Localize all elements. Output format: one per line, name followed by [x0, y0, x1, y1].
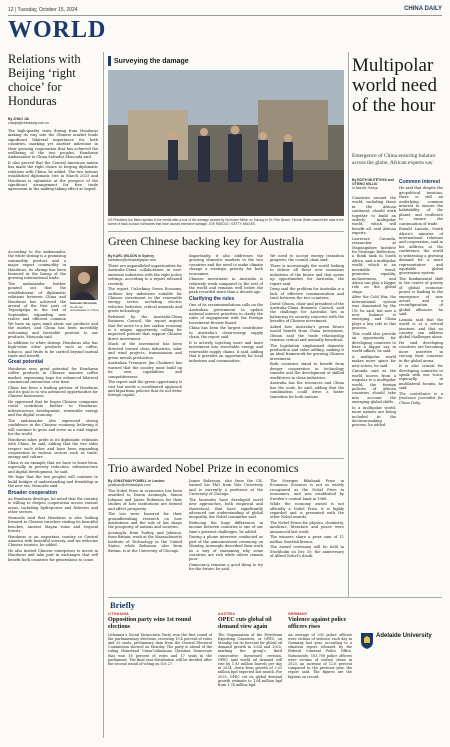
brief-item-germany [288, 612, 352, 737]
right-deck: Emergence of China ensuring balance across the globe, African experts say [352, 153, 436, 166]
green-byline-email: karlwilson@chinadailyapac.com [108, 258, 157, 263]
right-column-2 [399, 178, 443, 594]
green-paragraph: Australia has the resources and China has the scale, he said, adding that the combination could drive a faster transition for both nations. [270, 381, 344, 399]
person-silhouette-icon [70, 266, 98, 300]
green-paragraph: There is increasingly the world looking to deliver all these new emissions industries of the future and that opens up opportunities for Australia, the report said. [270, 264, 344, 286]
left-paragraph: The ambassador further pointed out that the establishment of diplomatic relations between China and Honduras has achieved the arrival of the first part of Tegucigalpa in the end of September, expanding new routes and efficient common [8, 282, 66, 322]
green-byline-name: By KARL WILSON in Sydney [108, 254, 155, 258]
trio-headline: Trio awarded Nobel Prize in economics [108, 461, 299, 475]
green-paragraph: The report said the green opportunity is vast but needs a coordinated approach and bipartisan policies that do not deter foreign capital. [108, 380, 182, 398]
brief-item-lithuania [108, 612, 212, 737]
green-paragraph: There are unparalleled opportunities for Australia-China collaboration in new-emission industries with the right policy settings, according to a report released recently. [108, 264, 182, 286]
brief-country: GERMANY [288, 612, 308, 616]
brief-title: Opposition party wins 1st round elections [108, 617, 191, 630]
briefly-title: Briefly [110, 600, 136, 610]
brief-body: Lithuania’s Social Democratic Party won the first round of the parliamentary elections, receiving 19.4 percent of votes and 20 seats, preliminary data from the Central Electoral Commission showed on Monday. The party is ahead of the ruling Homeland Union-Lithuanian Christian Democrats that won 18 percent of votes and 17 seats in the parliament. The final seat distribution will be decided after the second round of voting on Oct 27. [108, 632, 212, 667]
column-divider [348, 52, 349, 597]
green-paragraph: Deng said the problem for Australia is a lack of effective communication and trust between the two countries. [270, 287, 344, 301]
left-paragraph: The ambassador also expressed strong confidence in the Chinese economy, believing it will continue to grow and serve as a vital engine for the world. [8, 418, 98, 437]
right-paragraph: Caronda said as the world moves from a unipolar to a multipolar world, the foreign policies of African countries should take into account the emerging global shifts. [352, 369, 396, 405]
right-paragraph: The contributor is a freelance journalist for China Daily. [399, 391, 443, 405]
green-paragraph: China has been the largest contributor to Australia’s clean-energy supply chain, the report said. [189, 326, 263, 340]
left-paragraph: He also invited Chinese enterprises to invest in Honduras and take part in exchanges that will benefit both countries for generations to come. [8, 548, 98, 562]
left-byline-email: zhaojia@chinadaily.com.cn [8, 121, 49, 126]
left-paragraph: He expressed that he hopes Chinese companies could contribute further to Honduras’ infrastructure development, renewable energy and the digital economy. [8, 400, 98, 418]
left-subhead-2: Broader cooperation [8, 489, 58, 496]
right-byline-name: By EDITH MUTETHYA and OTIENO MILLIO [352, 178, 394, 187]
survey-caption: US President Joe Biden speaks to the media after a tour of the damage caused by Hurricane Milton on Sunday in St. Pete Beach, Florida. Biden warned the area is the scene of back-to-back hurricanes that have caused extensive damage. JOE RAEDLE / GETTY IMAGES [108, 218, 344, 226]
trio-paragraph: The Sveriges Riksbank Prize in Economic Sciences is not as widely recognized as the Nobel Prize in economics, and was established by Sweden’s central bank in 1968. [270, 479, 344, 501]
green-paragraph: Chinese investment in Australia is relatively weak compared to the rest of the world and remains well below the peak recorded more than a decade ago. [189, 277, 263, 295]
left-column-1 [8, 129, 98, 251]
green-paragraph: The report, Unlocking Green Economy, outlines key industries suitable for Chinese investment in the renewable energy sector, including electric vehicles, batteries, critical minerals and green technology. [108, 287, 182, 314]
top-rule [8, 15, 442, 16]
divider [108, 458, 344, 459]
right-paragraph: Lamola said that the world is at a critical juncture, and that no country can address global challenges alone. [399, 317, 443, 340]
left-paragraph: We have an open mind about our products and the market, and China has been incredibly welcoming and favorable position to our products, Moncada said. [8, 322, 98, 340]
green-paragraph: David Olsson, chair and president of the Australia-China Business Council, said the challenge for Australia lies in balancing its security concerns with the benefits of Chinese investment. [270, 301, 344, 324]
left-paragraph: Honduras is an important country in Central America with beautiful scenery, and we welcome Chinese tourists, he added. [8, 534, 98, 548]
ambassador-name: Salvador Moncada [70, 301, 97, 305]
ambassador-title: Honduran ambassador to China [70, 304, 99, 313]
right-paragraph: He said that despite the geopolitical tensions, there is still an underlying common interest to ensure the habitability of the planet, and resilience to ensure the continuation of trade. [399, 186, 443, 226]
brief-title: Violence against police officers rises [288, 617, 347, 630]
trio-paragraph: The Nobel Prize in economics has been awarded to Daron Acemoglu, Simon Johnson and James Robinson for their studies of how institutions are formed and affect prosperity. [108, 489, 182, 511]
right-byline-loc: in Nairobi, Kenya [352, 186, 378, 191]
right-paragraph: Ronald Lamola, South Africa’s minister of international relations and cooperation, said in his address at the conference, the world is witnessing a growing demand for a more representative and equitable global governance system. [399, 227, 443, 276]
trio-paragraph: The award ceremony will be held in Stockholm on Dec 10, the anniversary of Alfred Nobel’s death. [270, 545, 344, 559]
right-paragraph: He said developing countries are becoming more assertive in voicing their concerns in the global arena. [399, 340, 443, 363]
trio-paragraph: While the economy award is not officially a Nobel Prize, it is highly regarded and is presented with the other Nobel awards. [270, 502, 344, 520]
trio-paragraph: Acemoglu, from Turkey, and Johnson, from Britain, work at the Massachusetts Institute of Technology in the United States, while Robinson, also from Britain, is at the University of Chicago. [108, 531, 182, 553]
briefly-top-rule [108, 597, 442, 598]
column-divider [103, 52, 104, 738]
left-paragraph: According to the ambassador, the white shrimp is a promising commodity product and a major export commodity in Honduras, its shrimp has been featured in the lineup of the growing international trade. [8, 250, 66, 281]
right-paragraph: A multipolar world makes more space for new actors, he said. [352, 354, 396, 368]
right-paragraph: In a multipolar world, more nations are being included in the decision-making process, he added. [352, 405, 396, 428]
left-paragraph: As Honduras develops, he noted that the country is willing to deepen cooperation across various areas, including hydropower and fisheries and other sectors. [8, 496, 98, 515]
survey-accent-bar [108, 56, 111, 66]
right-paragraph: After the Cold War, the international system was dominated by the US, he said, but now a new balance is emerging, and China plays a key role in this process. [352, 295, 396, 331]
green-column-3 [270, 254, 344, 454]
green-paragraph: The legislation emphasised domestic production and value adding, making it an ideal framework for growing Chinese investment. [270, 343, 344, 361]
page-date: 12 | Tuesday, October 15, 2024 [8, 7, 78, 13]
trio-byline-email: jonathan@chinadailyuk.com [108, 483, 151, 488]
brief-title: OPEC cuts global oil demand view again [218, 617, 272, 630]
right-headline: Multipolar world need of the hour [352, 55, 437, 116]
trio-byline [108, 479, 182, 487]
left-paragraph: In addition to white shrimp, Honduras also has high-value other products such as coffee, tobacco, and fruits to be carried beyond mutual trade and benefit. [8, 340, 98, 359]
green-paragraph: Much of the investment has been directed toward clean industries, solar and wind projects, transmission and green metals production. [108, 342, 182, 360]
green-paragraph: Both countries stand to benefit from deeper cooperation in technology transfer and the development of skilled workforces in clean industries. [270, 362, 344, 380]
trio-column-3 [270, 479, 344, 593]
trio-paragraph: The winners share a prize sum of 11 million Swedish kronor. [270, 535, 344, 544]
trio-paragraph: During a phone interview conducted as part of the announcement ceremony on Monday, Acemoglu described their work as a way of examining why some countries are rich while others remain poor. [189, 535, 263, 562]
green-byline [108, 254, 182, 262]
adelaide-ad[interactable] [360, 630, 442, 654]
green-column-2 [189, 254, 263, 454]
green-paragraph: We need to accept energy transition progress, the council chair said. [270, 254, 344, 263]
left-paragraph: Honduras takes pride in its diplomatic relations with China, he said, adding that the two sides respect each other and have been expanding cooperation in various sectors such as trade, energy and culture. [8, 437, 98, 460]
brief-body: An average of 290 police officers were victims of violence each day in Germany last year, according to a situation report released by the Federal Criminal Police Office. Nationwide, 105,708 police officers were victims of violent crime in 2023, an increase of 12.6 percent compared to the previous year, the report said. The figures are the highest on record. [288, 632, 352, 679]
left-paragraph: It also proved that the Central American nation has made the right choice to forging diplomatic relations with China, he added. The two nations established diplomatic ties in March 2023 and Honduras is optimistic at the prospect of the significant arrangement for free trade agreement in the making taking effect as hoped. [8, 161, 98, 192]
section-title: WORLD [8, 17, 107, 43]
left-column-3 [8, 322, 98, 734]
survey-photo [108, 70, 344, 216]
ambassador-caption [70, 302, 100, 313]
trio-column-2 [189, 479, 263, 593]
divider [108, 231, 344, 232]
left-paragraph: Moncada said that Honduras is also looking forward to Chinese travelers visiting its beautiful beaches, ancient Mayan ruins and tropical forests. [8, 515, 98, 533]
trio-paragraph: Reducing the huge differences in income between countries is one of our time’s greatest challenges, he added. [189, 521, 263, 534]
trio-paragraph: James Robinson, also from the UK, earned his PhD from Yale University and is currently a professor at the University of Chicago. [189, 479, 263, 497]
brief-item-austria [218, 612, 282, 737]
right-paragraph: Lawrence Caronda, researcher at Mapungubwe Institute for Strategic Reflection, a think tank in South Africa, said a multipolar world, which is an inevitable trend, promotes equality, inclusiveness, and Africa can play a bigger role on the global stage. [352, 236, 396, 294]
left-paragraph: Honduras sees great potential for Honduran coffee products in Chinese massive coffee market, expressing hope for enhanced bilateral commercial interaction over time. [8, 366, 98, 385]
ad-name: Adelaide University [376, 633, 432, 639]
green-paragraph: One of its recommendations calls on the Australian government to update national interest priorities to clarify the rules of engagement with the Foreign Investment Review Board. [189, 303, 263, 325]
trio-paragraph: The laureates have developed novel new approaches, both empirical and theoretical, that have significantly advanced our understanding of global inequality, the Nobel committee said. [189, 497, 263, 520]
green-paragraph: Australian Treasurer Jim Chalmers has warned that the country must build up its own capabilities and competitiveness. [108, 361, 182, 379]
green-paragraph: Released by the Australia-China Business Council, the report argued that the move to a low carbon economy is a unique opportunity, calling for improved policies that support Chinese direct investment. [108, 314, 182, 341]
right-paragraph: This could also provide an opportunity for developing countries to have a bigger say in world affairs, he said. [352, 331, 396, 354]
survey-heading: Surveying the damage [114, 58, 189, 65]
trio-paragraph: Democracy remains a good thing to try for the future, he said. [189, 563, 263, 572]
green-paragraph: Importantly, it also addresses the growing domestic markets in the two countries and the need to make climate change a strategic priority for both economies. [189, 254, 263, 276]
left-byline [8, 117, 98, 125]
left-byline-name: By ZHAO JIA [8, 117, 30, 121]
trio-column-1 [108, 489, 182, 593]
brief-body: The Organization of the Petroleum Exporting Countries, or OPEC, on Monday cut its forecast for global oil demand growth in 2024 and 2025, marking the group’s third consecutive downward revision. OPEC said world oil demand will rise by 1.93 million barrels per day in 2024, down from growth of 2.03 million bpd expected last month. For 2025, OPEC cut its global demand growth estimate to 1.64 million bpd from 1.74 million bpd. [218, 632, 282, 688]
left-paragraph: We hope that the two peoples will continue to build bridges of understanding and friendship in the new era, Moncada said. [8, 475, 98, 489]
right-subhead: Common interest [399, 179, 441, 185]
green-subhead: Clarifying the rules [189, 295, 235, 302]
left-paragraph: China has been a trading partner of Honduras and its goal is to win advanced opportunities for Chinese businesses. [8, 385, 98, 399]
university-crest-icon [360, 632, 374, 650]
green-paragraph: It is actively injecting more and more investment into renewable energy and renewable supply chains, it said, adding that it provides an opportunity for local industries and communities. [189, 340, 263, 363]
left-headline: Relations with Beijing ‘right choice’ for Honduras [8, 52, 81, 108]
left-paragraph: China is an example that we have to learn from, especially in poverty reduction, infrastructure and digital development, he said. [8, 460, 98, 474]
left-subhead: Great potential [8, 359, 44, 366]
right-paragraph: It is also crucial for developing countries to speak with one voice, especially in multilateral forums, he said. [399, 364, 443, 391]
left-paragraph: The high-quality visits during from Honduras making its way into the Chinese market lends significant bilateral importance for both countries, marking yet another milestone in their growing cooperation that has achieved the wellbeing of the two peoples, Honduran Ambassador to China Salvador Moncada said. [8, 129, 98, 160]
right-column-1 [352, 196, 396, 594]
paper-name: CHINA DAILY [404, 6, 442, 12]
green-paragraph: Asked how Australia’s green future would benefit from China investment, Olsson said the trade relationship remains critical and mutually beneficial. [270, 324, 344, 343]
trio-paragraph: The Nobel Prizes for physics, chemistry, medicine, literature and peace were announced last week. [270, 521, 344, 534]
brief-country: AUSTRIA [218, 612, 236, 616]
green-headline: Green Chinese backing key for Australia [108, 234, 304, 248]
left-column-2 [8, 250, 66, 322]
green-column-1 [108, 264, 182, 454]
right-paragraph: Countries around the world, including those in the African continent, should work together to build an orderly multipolar world, which will benefit all, said African experts. [352, 196, 396, 236]
trio-byline-name: By JONATHAN POWELL in London [108, 479, 165, 483]
right-byline [352, 178, 396, 191]
trio-paragraph: The trio were honored for their groundbreaking research on how institutions and the rule of law shape the prosperity of nations and societies. [108, 512, 182, 530]
brief-country: LITHUANIA [108, 612, 129, 616]
hurricane-damage-photo [108, 70, 344, 216]
ambassador-photo [70, 266, 98, 300]
right-paragraph: The fundamental shift in the center of gravity of global economic power is leading to the emergence of new actors and a reconfiguration of global alliances, he said. [399, 276, 443, 317]
